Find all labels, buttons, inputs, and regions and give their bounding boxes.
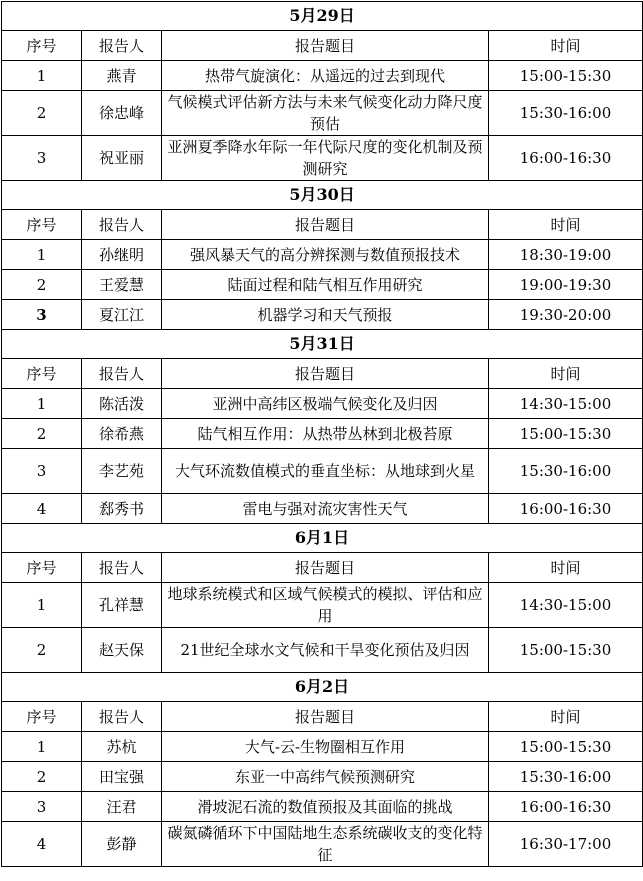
table-row	[2, 822, 643, 867]
row-index: 1	[2, 583, 82, 628]
column-header-speaker: 报告人	[82, 702, 162, 732]
day-date: 6月2日	[2, 673, 643, 702]
row-title: 亚洲夏季降水年际一年代际尺度的变化机制及预测研究	[162, 136, 489, 181]
row-time: 16:00-16:30	[489, 136, 643, 181]
row-index: 2	[2, 628, 82, 673]
row-time: 15:30-16:00	[489, 762, 643, 792]
table-row	[2, 494, 643, 524]
row-speaker: 苏杭	[82, 732, 162, 762]
row-index: 3	[2, 136, 82, 181]
column-header-title: 报告题目	[162, 702, 489, 732]
row-index: 2	[2, 419, 82, 449]
row-time: 19:30-20:00	[489, 300, 643, 330]
row-speaker: 郄秀书	[82, 494, 162, 524]
table-row	[2, 61, 643, 91]
row-speaker: 徐希燕	[82, 419, 162, 449]
column-header-time: 时间	[489, 31, 643, 61]
row-time: 14:30-15:00	[489, 389, 643, 419]
row-speaker: 祝亚丽	[82, 136, 162, 181]
column-header-title: 报告题目	[162, 359, 489, 389]
table-row	[2, 583, 643, 628]
row-speaker: 孔祥慧	[82, 583, 162, 628]
column-header-speaker: 报告人	[82, 31, 162, 61]
row-index: 3	[2, 449, 82, 494]
column-header-row	[2, 702, 643, 732]
row-speaker: 王爱慧	[82, 270, 162, 300]
row-title: 大气环流数值模式的垂直坐标：从地球到火星	[162, 449, 489, 494]
column-header-time: 时间	[489, 553, 643, 583]
row-index: 3	[2, 300, 82, 330]
row-speaker: 陈活泼	[82, 389, 162, 419]
row-index: 4	[2, 822, 82, 867]
column-header-index: 序号	[2, 31, 82, 61]
table-row	[2, 419, 643, 449]
row-title: 东亚一中高纬气候预测研究	[162, 762, 489, 792]
row-time: 19:00-19:30	[489, 270, 643, 300]
day-header-row	[2, 673, 643, 702]
row-index: 1	[2, 61, 82, 91]
column-header-row	[2, 210, 643, 240]
day-header-row	[2, 181, 643, 210]
column-header-row	[2, 553, 643, 583]
column-header-speaker: 报告人	[82, 210, 162, 240]
day-date: 5月31日	[2, 330, 643, 359]
row-title: 地球系统模式和区域气候模式的模拟、评估和应用	[162, 583, 489, 628]
day-date: 5月30日	[2, 181, 643, 210]
column-header-time: 时间	[489, 210, 643, 240]
table-row	[2, 240, 643, 270]
row-time: 15:00-15:30	[489, 61, 643, 91]
column-header-time: 时间	[489, 359, 643, 389]
row-speaker: 孙继明	[82, 240, 162, 270]
row-index: 2	[2, 762, 82, 792]
row-speaker: 赵天保	[82, 628, 162, 673]
row-title: 滑坡泥石流的数值预报及其面临的挑战	[162, 792, 489, 822]
row-time: 18:30-19:00	[489, 240, 643, 270]
column-header-index: 序号	[2, 702, 82, 732]
table-row	[2, 136, 643, 181]
row-time: 16:00-16:30	[489, 792, 643, 822]
column-header-title: 报告题目	[162, 210, 489, 240]
row-speaker: 彭静	[82, 822, 162, 867]
column-header-speaker: 报告人	[82, 359, 162, 389]
table-row	[2, 300, 643, 330]
row-index: 4	[2, 494, 82, 524]
column-header-speaker: 报告人	[82, 553, 162, 583]
table-row	[2, 449, 643, 494]
day-date: 5月29日	[2, 2, 643, 31]
column-header-time: 时间	[489, 702, 643, 732]
column-header-index: 序号	[2, 210, 82, 240]
row-time: 14:30-15:00	[489, 583, 643, 628]
row-speaker: 夏江江	[82, 300, 162, 330]
column-header-index: 序号	[2, 553, 82, 583]
row-speaker: 汪君	[82, 792, 162, 822]
table-row	[2, 732, 643, 762]
day-date: 6月1日	[2, 524, 643, 553]
column-header-title: 报告题目	[162, 553, 489, 583]
row-time: 15:30-16:00	[489, 449, 643, 494]
row-title: 热带气旋演化：从遥远的过去到现代	[162, 61, 489, 91]
row-time: 16:00-16:30	[489, 494, 643, 524]
row-title: 21世纪全球水文气候和干旱变化预估及归因	[162, 628, 489, 673]
row-title: 陆面过程和陆气相互作用研究	[162, 270, 489, 300]
row-title: 气候模式评估新方法与未来气候变化动力降尺度预估	[162, 91, 489, 136]
day-header-row	[2, 524, 643, 553]
row-title: 机器学习和天气预报	[162, 300, 489, 330]
table-row	[2, 389, 643, 419]
table-row	[2, 628, 643, 673]
row-time: 16:30-17:00	[489, 822, 643, 867]
row-speaker: 李艺苑	[82, 449, 162, 494]
row-title: 大气-云-生物圈相互作用	[162, 732, 489, 762]
day-header-row	[2, 330, 643, 359]
row-time: 15:00-15:30	[489, 419, 643, 449]
row-speaker: 燕青	[82, 61, 162, 91]
column-header-index: 序号	[2, 359, 82, 389]
column-header-row	[2, 31, 643, 61]
table-row	[2, 270, 643, 300]
row-title: 强风暴天气的高分辨探测与数值预报技术	[162, 240, 489, 270]
column-header-row	[2, 359, 643, 389]
row-index: 1	[2, 389, 82, 419]
row-title: 陆气相互作用：从热带丛林到北极苔原	[162, 419, 489, 449]
row-index: 1	[2, 732, 82, 762]
table-row	[2, 762, 643, 792]
row-time: 15:30-16:00	[489, 91, 643, 136]
row-speaker: 徐忠峰	[82, 91, 162, 136]
row-index: 1	[2, 240, 82, 270]
row-time: 15:00-15:30	[489, 732, 643, 762]
row-index: 3	[2, 792, 82, 822]
day-header-row	[2, 2, 643, 31]
column-header-title: 报告题目	[162, 31, 489, 61]
row-title: 雷电与强对流灾害性天气	[162, 494, 489, 524]
schedule-table	[1, 1, 643, 867]
row-time: 15:00-15:30	[489, 628, 643, 673]
row-title: 碳氮磷循环下中国陆地生态系统碳收支的变化特征	[162, 822, 489, 867]
row-speaker: 田宝强	[82, 762, 162, 792]
table-row	[2, 792, 643, 822]
table-row	[2, 91, 643, 136]
row-index: 2	[2, 91, 82, 136]
row-index: 2	[2, 270, 82, 300]
row-title: 亚洲中高纬区极端气候变化及归因	[162, 389, 489, 419]
